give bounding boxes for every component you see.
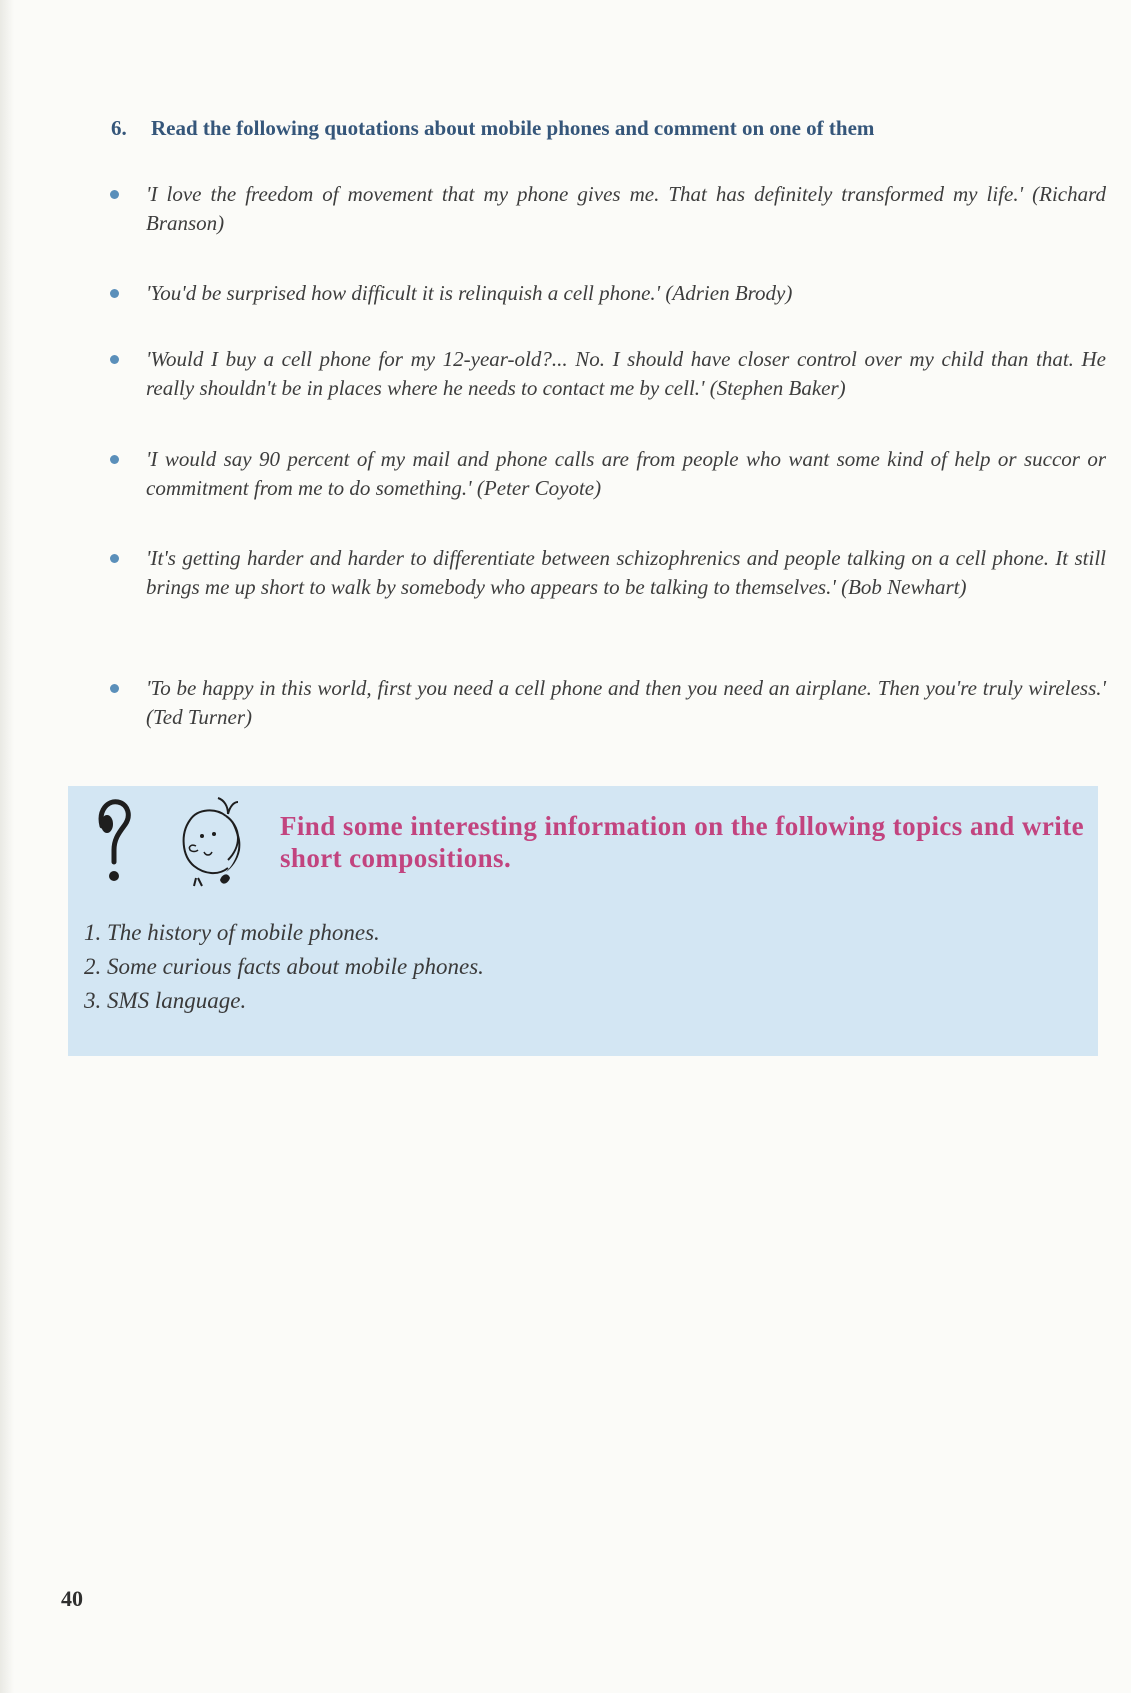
quote-text: 'Would I buy a cell phone for my 12-year-old?... No. I should have closer control over my child than that. He really shouldn't be in places where he needs to contact me by cell.' (Stephen Baker) [146, 347, 1106, 400]
bullet-icon [110, 554, 119, 563]
task-number: 6. [111, 116, 127, 140]
quote-item [110, 180, 1106, 238]
bullet-icon [110, 455, 119, 464]
question-mark-icon [94, 796, 134, 886]
quote-item [110, 445, 1106, 503]
quote-text: 'You'd be surprised how difficult it is relinquish a cell phone.' (Adrien Brody) [146, 281, 793, 305]
bullet-icon [110, 684, 119, 693]
quote-item [110, 279, 1106, 308]
topic-list [84, 916, 484, 1018]
topic-item: 1. The history of mobile phones. [84, 920, 380, 945]
quote-text: 'It's getting harder and harder to differentiate between schizophrenics and people talking on a cell phone. It still brings me up short to walk by somebody who appears to be talking to themselves.' (Bob Newhart) [146, 546, 1106, 599]
task-instruction: Read the following quotations about mobile phones and comment on one of them [151, 116, 875, 140]
bullet-icon [110, 289, 119, 298]
topic-item: 2. Some curious facts about mobile phones. [84, 954, 484, 979]
bullet-icon [110, 190, 119, 199]
quote-item [110, 544, 1106, 602]
quote-text: 'I love the freedom of movement that my phone gives me. That has definitely transformed my life.' (Richard Branson) [146, 182, 1106, 235]
thinking-baby-icon [168, 794, 268, 894]
box-heading: Find some interesting information on the following topics and write short compositions. [280, 811, 1084, 873]
research-task-box [68, 786, 1098, 1056]
quote-item [110, 674, 1106, 732]
bullet-icon [110, 355, 119, 364]
task-heading [111, 116, 1111, 141]
page-number: 40 [61, 1586, 83, 1611]
quote-text: 'To be happy in this world, first you need a cell phone and then you need an airplane. Then you're truly wireless.' (Ted Turner) [146, 676, 1106, 729]
topic-item: 3. SMS language. [84, 988, 247, 1013]
page-edge-shadow [0, 0, 14, 1693]
quote-item [110, 345, 1106, 403]
quote-text: 'I would say 90 percent of my mail and phone calls are from people who want some kind of help or succor or commitment from me to do something.' (Peter Coyote) [146, 447, 1106, 500]
